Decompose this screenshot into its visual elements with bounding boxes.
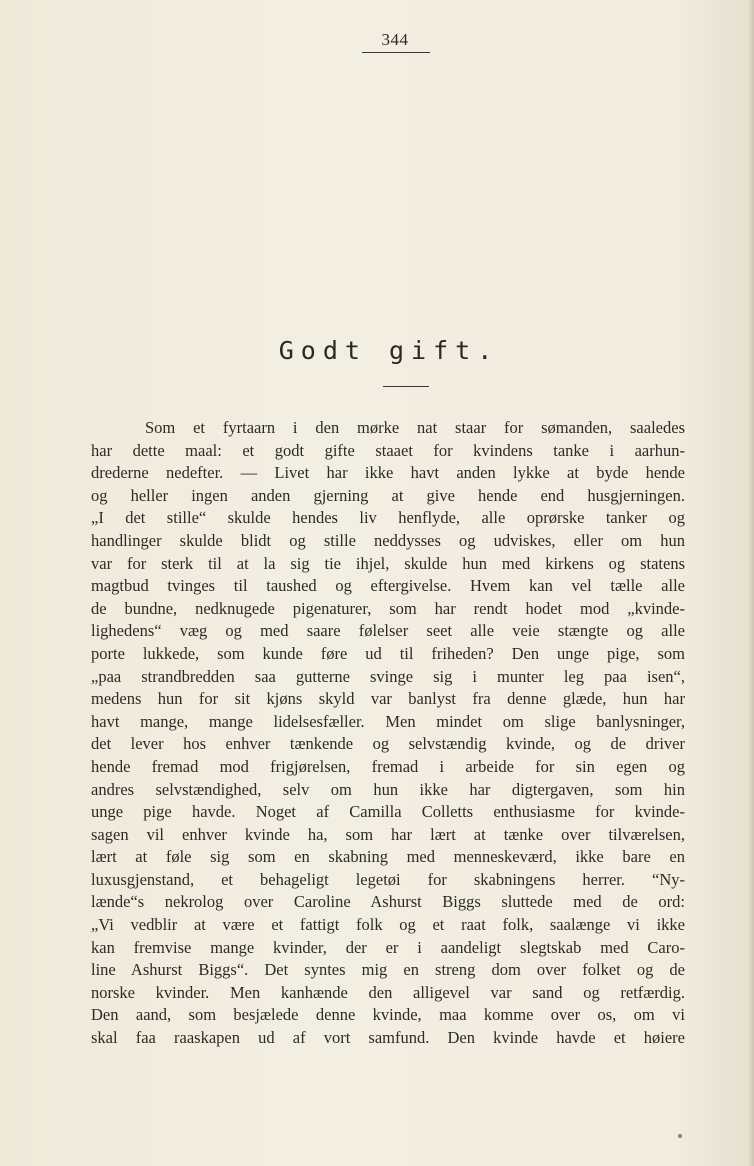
page-edge-shadow — [748, 0, 754, 1166]
page-number-rule — [362, 52, 430, 53]
text-line: lighedens“ væg og med saare følelser seet alle veie stængte og alle — [91, 621, 685, 641]
text-line: kan fremvise mange kvinder, der er i aandeligt slegtskab med Caro- — [91, 937, 685, 957]
text-line: handlinger skulde blidt og stille neddysses og udviskes, eller om hun — [91, 530, 685, 550]
text-line: var for sterk til at la sig tie ihjel, skulde hun med kirkens og statens — [91, 553, 685, 573]
text-line: drederne nedefter. — Livet har ikke havt anden lykke at byde hende — [91, 463, 685, 483]
text-line: og heller ingen anden gjerning at give hende end husgjerningen. — [91, 485, 685, 505]
text-line: line Ashurst Biggs“. Det syntes mig en streng dom over folket og de — [91, 960, 685, 980]
chapter-title: Godt gift. — [278, 336, 500, 365]
text-line: Som et fyrtaarn i den mørke nat staar for sømanden, saaledes — [145, 418, 685, 437]
text-line: luxusgjenstand, et behageligt legetøi for skabningens herrer. “Ny- — [91, 869, 685, 889]
text-line: Den aand, som besjælede denne kvinde, maa komme over os, om vi — [91, 1005, 685, 1025]
text-line: norske kvinder. Men kanhænde den alligevel var sand og retfærdig. — [91, 982, 685, 1002]
text-line: sagen vil enhver kvinde ha, som har lært at tænke over tilværelsen, — [91, 824, 685, 844]
title-rule — [383, 386, 429, 387]
text-line: det lever hos enhver tænkende og selvstændig kvinde, og de driver — [91, 734, 685, 754]
text-line: skal faa raaskapen ud af vort samfund. Den kvinde havde et høiere — [91, 1028, 685, 1048]
ink-speck — [678, 1134, 682, 1138]
text-line: hende fremad mod frigjørelsen, fremad i arbeide for sin egen og — [91, 756, 685, 776]
text-line: „paa strandbredden saa gutterne svinge sig i munter leg paa isen“, — [91, 666, 685, 686]
text-line: har dette maal: et godt gifte staaet for kvindens tanke i aarhun- — [91, 440, 685, 460]
body-text — [91, 417, 685, 1050]
text-line: unge pige havde. Noget af Camilla Colletts enthusiasme for kvinde- — [91, 802, 685, 822]
text-line: havt mange, mange lidelsesfæller. Men mindet om slige banlysninger, — [91, 711, 685, 731]
text-line: lænde“s nekrolog over Caroline Ashurst Biggs sluttede med de ord: — [91, 892, 685, 912]
text-line: porte lukkede, som kunde føre ud til friheden? Den unge pige, som — [91, 643, 685, 663]
page-number: 344 — [381, 30, 409, 49]
text-line: medens hun for sit kjøns skyld var banlyst fra denne glæde, hun har — [91, 689, 685, 709]
text-line: „Vi vedblir at være et fattigt folk og et raat folk, saalænge vi ikke — [91, 915, 685, 935]
text-line: lært at føle sig som en skabning med menneskeværd, ikke bare en — [91, 847, 685, 867]
text-line: andres selvstændighed, selv om hun ikke har digtergaven, som hin — [91, 779, 685, 799]
text-line: de bundne, nedknugede pigenaturer, som har rendt hodet mod „kvinde- — [91, 598, 685, 618]
text-line: magtbud tvinges til taushed og eftergivelse. Hvem kan vel tælle alle — [91, 576, 685, 596]
text-line: „I det stille“ skulde hendes liv henflyde, alle oprørske tanker og — [91, 508, 685, 528]
